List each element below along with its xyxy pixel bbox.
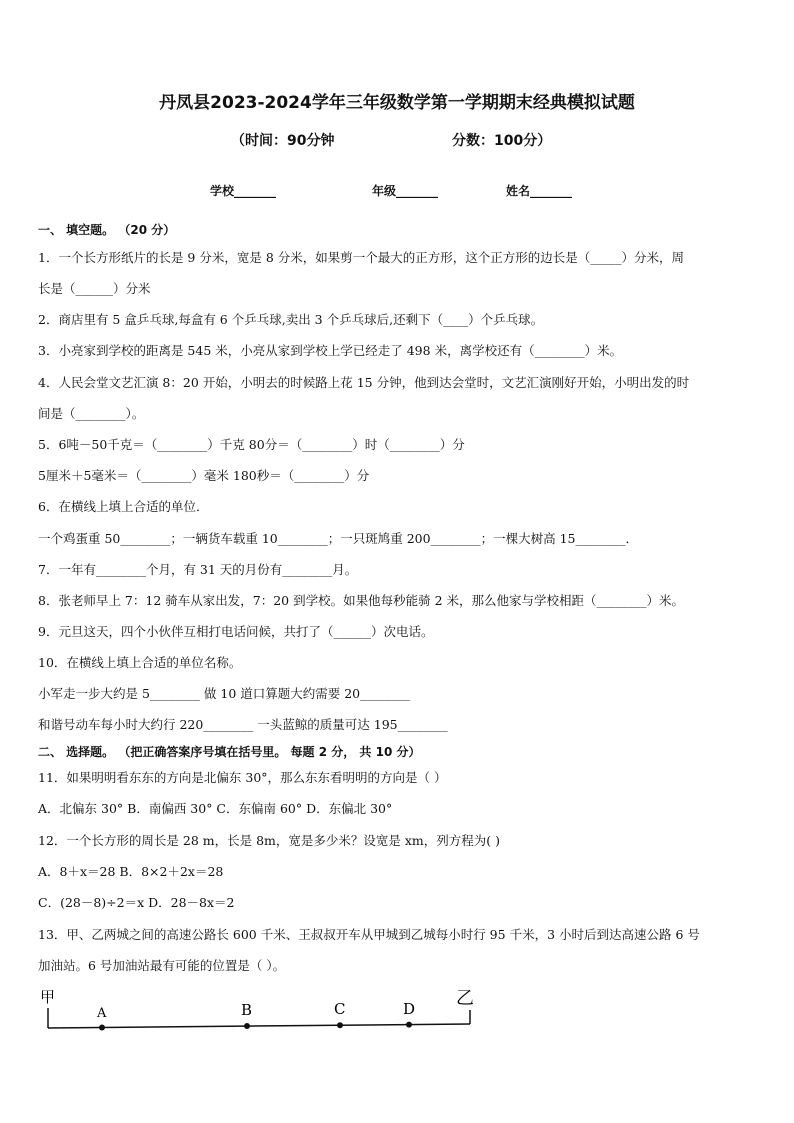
name-field[interactable]: 姓名_______ <box>506 184 573 198</box>
grade-field[interactable]: 年级_______ <box>372 184 439 198</box>
question-line: 1．一个长方形纸片的长是 9 分米，宽是 8 分米，如果剪一个最大的正方形，这个正方形的边长是（_____）分米，周 <box>38 250 685 265</box>
question-line: 13．甲、乙两城之间的高速公路长 600 千米、王叔叔开车从甲城到乙城每小时行 95 千米，3 小时后到达高速公路 6 号 <box>38 927 700 942</box>
question-line: 8．张老师早上 7：12 骑车从家出发，7：20 到学校。如果他每秒能骑 2 米，那么他家与学校相距（________）米。 <box>38 593 684 608</box>
point-a-label: A <box>97 1006 107 1021</box>
question-line: 小军走一步大约是 5________ 做 10 道口算题大约需要 20________ <box>38 686 411 701</box>
point-b-dot <box>244 1023 250 1029</box>
question-line: 和谐号动车每小时大约行 220________ 一头蓝鲸的质量可达 195________ <box>38 717 448 732</box>
question-line: 间是（________）。 <box>38 406 145 421</box>
point-d-dot <box>406 1022 412 1028</box>
point-d-label: D <box>403 1000 416 1018</box>
choice-line: A．8＋x＝28 B．8×2＋2x＝28 <box>38 864 224 879</box>
question-line: 9．元旦这天，四个小伙伴互相打电话问候，共打了（______）次电话。 <box>38 624 434 639</box>
exam-score: 分数：100分） <box>452 133 552 149</box>
section-heading-multiple-choice: 二、 选择题。 （把正确答案序号填在括号里。 每题 2 分， 共 10 分） <box>38 745 421 759</box>
start-city-label: 甲 <box>40 988 56 1006</box>
question-line: 5厘米＋5毫米＝（________）毫米 180秒＝（________）分 <box>38 468 370 483</box>
point-b-label: B <box>241 1001 253 1019</box>
question-line: 10．在横线上填上合适的单位名称。 <box>38 655 242 670</box>
end-city-label: 乙 <box>456 988 474 1009</box>
exam-time: （时间：90分钟 <box>231 133 335 149</box>
point-c-label: C <box>334 1000 346 1018</box>
school-field[interactable]: 学校_______ <box>210 184 277 198</box>
question-line: 5．6吨－50千克＝（________）千克 80分＝（________）时（________）分 <box>38 437 465 452</box>
question-line: 长是（______）分米 <box>38 281 151 296</box>
point-c-dot <box>337 1022 343 1028</box>
question-line: 6．在横线上填上合适的单位． <box>38 499 209 514</box>
question-line: 一个鸡蛋重 50________；一辆货车载重 10________；一只斑鸠重 200________；一棵大树高 15________． <box>38 531 638 546</box>
question-line: 3．小亮家到学校的距离是 545 米，小亮从家到学校上学已经走了 498 米，离学校还有（________）米。 <box>38 343 623 358</box>
highway-diagram <box>38 988 488 1038</box>
choice-line: A．北偏东 30° B．南偏西 30° C．东偏南 60° D．东偏北 30° <box>38 801 393 816</box>
question-line: 11．如果明明看东东的方向是北偏东 30°，那么东东看明明的方向是（ ） <box>38 770 447 785</box>
choice-line: C．(28－8)÷2＝x D．28－8x＝2 <box>38 895 235 910</box>
question-line: 加油站。6 号加油站最有可能的位置是（ ）。 <box>38 958 286 973</box>
page-title: 丹凤县2023-2024学年三年级数学第一学期期末经典模拟试题 <box>159 93 635 113</box>
question-line: 4．人民会堂文艺汇演 8：20 开始，小明去的时候路上花 15 分钟，他到达会堂时，文艺汇演刚好开始，小明出发的时 <box>38 375 690 390</box>
question-line: 2．商店里有 5 盒乒乓球,每盒有 6 个乒乓球,卖出 3 个乒乓球后,还剩下（____）个乒乓球。 <box>38 312 544 327</box>
question-line: 12．一个长方形的周长是 28 m，长是 8m，宽是多少米？设宽是 xm，列方程为( ) <box>38 833 500 848</box>
section-heading-fill-blank: 一、 填空题。 （20 分） <box>38 223 176 237</box>
point-a-dot <box>99 1025 105 1031</box>
question-line: 7．一年有________个月，有 31 天的月份有________月。 <box>38 562 358 577</box>
